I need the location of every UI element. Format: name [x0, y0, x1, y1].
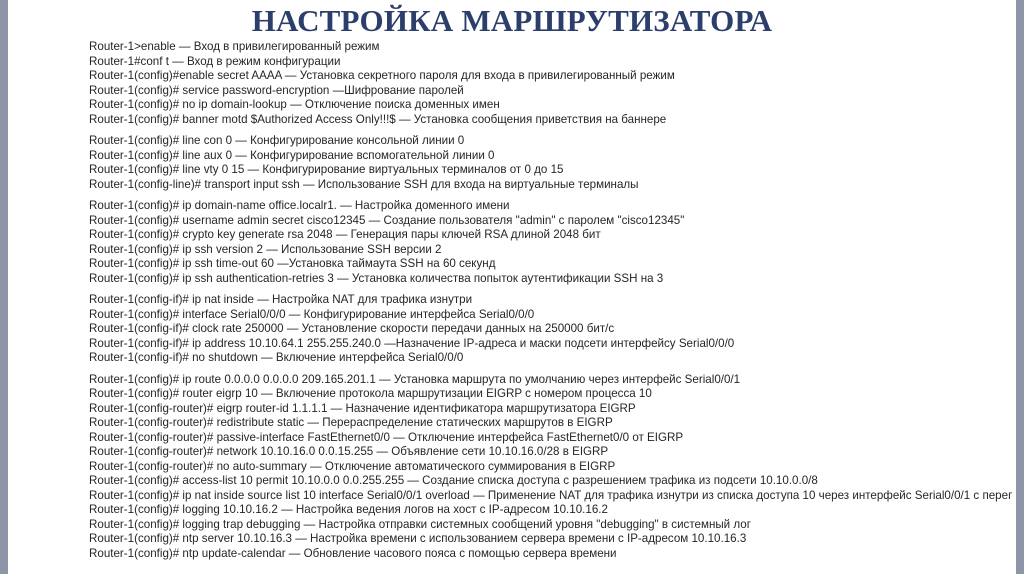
- page-title: НАСТРОЙКА МАРШРУТИЗАТОРА: [251, 3, 773, 38]
- command-line: Router-1(config)# line con 0 — Конфигурирование консольной линии 0: [89, 134, 465, 147]
- command-group-routing: [89, 373, 1017, 562]
- command-line: Router-1(config-line)# transport input ssh — Использование SSH для входа на виртуальные терминалы: [89, 177, 639, 191]
- command-line: Router-1(config)# ip route 0.0.0.0 0.0.0.0 209.165.201.1 — Установка маршрута по умолчанию через интерфейс Serial0/0/1: [89, 372, 741, 386]
- command-list: [89, 40, 1017, 561]
- command-line: Router-1(config)# ntp update-calendar — Обновление часового пояса с помощью сервера времени: [89, 546, 617, 560]
- command-group-privileged-mode: [89, 40, 1017, 127]
- command-line: Router-1(config-router)# redistribute static — Перераспределение статических маршрутов в EIGRP: [89, 416, 613, 429]
- command-line: Router-1(config-router)# network 10.10.16.0 0.0.15.255 — Объявление сети 10.10.16.0/28 в EIGRP: [89, 445, 609, 458]
- command-line: Router-1(config)# ip domain-name office.localr1. — Настройка доменного имени: [89, 199, 510, 212]
- command-line: Router-1(config)# crypto key generate rsa 2048 — Генерация пары ключей RSA длиной 2048 бит: [89, 228, 601, 241]
- command-line: Router-1(config)# banner motd $Authorized Access Only!!!$ — Установка сообщения приветствия на баннере: [89, 112, 667, 126]
- command-line: Router-1>enable — Вход в привилегированный режим: [89, 40, 380, 53]
- command-line: Router-1(config)# ip ssh time-out 60 —Установка таймаута SSH на 60 секунд: [89, 257, 496, 270]
- command-line: Router-1(config)# ip ssh authentication-retries 3 — Установка количества попыток аутентификации SSH на 3: [89, 271, 664, 285]
- command-group-lines: [89, 134, 1017, 192]
- command-line: Router-1(config-router)# no auto-summary — Отключение автоматического суммирования в EIGRP: [89, 459, 616, 473]
- left-edge-bar: [0, 0, 8, 574]
- right-edge-bar: [1016, 0, 1024, 574]
- command-line: Router-1(config-router)# eigrp router-id 1.1.1.1 — Назначение идентификатора маршрутизатора EIGRP: [89, 401, 636, 415]
- command-line: Router-1#conf t — Вход в режим конфигурации: [89, 54, 341, 68]
- command-line: Router-1(config)#enable secret AAAA — Установка секретного пароля для входа в привилегированный режим: [89, 69, 675, 82]
- command-line: Router-1(config-if)# clock rate 250000 — Установление скорости передачи данных на 250000 бит/с: [89, 322, 615, 335]
- command-line: Router-1(config)# ip nat inside source list 10 interface Serial0/0/1 overload — Применение NAT для трафика изнутри из списка доступа 10 через интерфейс Serial0/0/1 с перег: [89, 488, 1013, 502]
- command-line: Router-1(config-if)# ip nat inside — Настройка NAT для трафика изнутри: [89, 293, 473, 306]
- command-line: Router-1(config)# logging trap debugging — Настройка отправки системных сообщений уровня "debugging" в системный лог: [89, 517, 751, 531]
- command-line: Router-1(config)# access-list 10 permit 10.10.0.0 0.0.255.255 — Создание списка доступа с разрешением трафика из подсети 10.10.0.0/8: [89, 474, 818, 487]
- command-group-ssh: [89, 199, 1017, 286]
- command-line: Router-1(config-if)# no shutdown — Включение интерфейса Serial0/0/0: [89, 351, 464, 364]
- command-line: Router-1(config)# line aux 0 — Конфигурирование вспомогательной линии 0: [89, 148, 495, 162]
- command-line: Router-1(config)# service password-encryption —Шифрование паролей: [89, 83, 464, 97]
- command-line: Router-1(config)# router eigrp 10 — Включение протокола маршрутизации EIGRP с номером процесса 10: [89, 387, 652, 400]
- command-line: Router-1(config)# line vty 0 15 — Конфигурирование виртуальных терминалов от 0 до 15: [89, 163, 564, 176]
- command-line: Router-1(config)# username admin secret cisco12345 — Создание пользователя "admin" с паролем "cisco12345": [89, 213, 685, 227]
- command-line: Router-1(config)# interface Serial0/0/0 — Конфигурирование интерфейса Serial0/0/0: [89, 307, 535, 321]
- command-line: Router-1(config)# ip ssh version 2 — Использование SSH версии 2: [89, 242, 442, 256]
- command-group-interface: [89, 293, 1017, 366]
- command-line: Router-1(config)# no ip domain-lookup — Отключение поиска доменных имен: [89, 98, 500, 111]
- command-line: Router-1(config-if)# ip address 10.10.64.1 255.255.240.0 —Назначение IP-адреса и маски подсети интерфейсу Serial0/0/0: [89, 336, 735, 350]
- command-line: Router-1(config)# ntp server 10.10.16.3 — Настройка времени с использованием сервера времени с IP-адресом 10.10.16.3: [89, 532, 747, 545]
- command-line: Router-1(config)# logging 10.10.16.2 — Настройка ведения логов на хост с IP-адресом 10.10.16.2: [89, 503, 608, 516]
- command-line: Router-1(config-router)# passive-interface FastEthernet0/0 — Отключение интерфейса FastEthernet0/0 от EIGRP: [89, 430, 684, 444]
